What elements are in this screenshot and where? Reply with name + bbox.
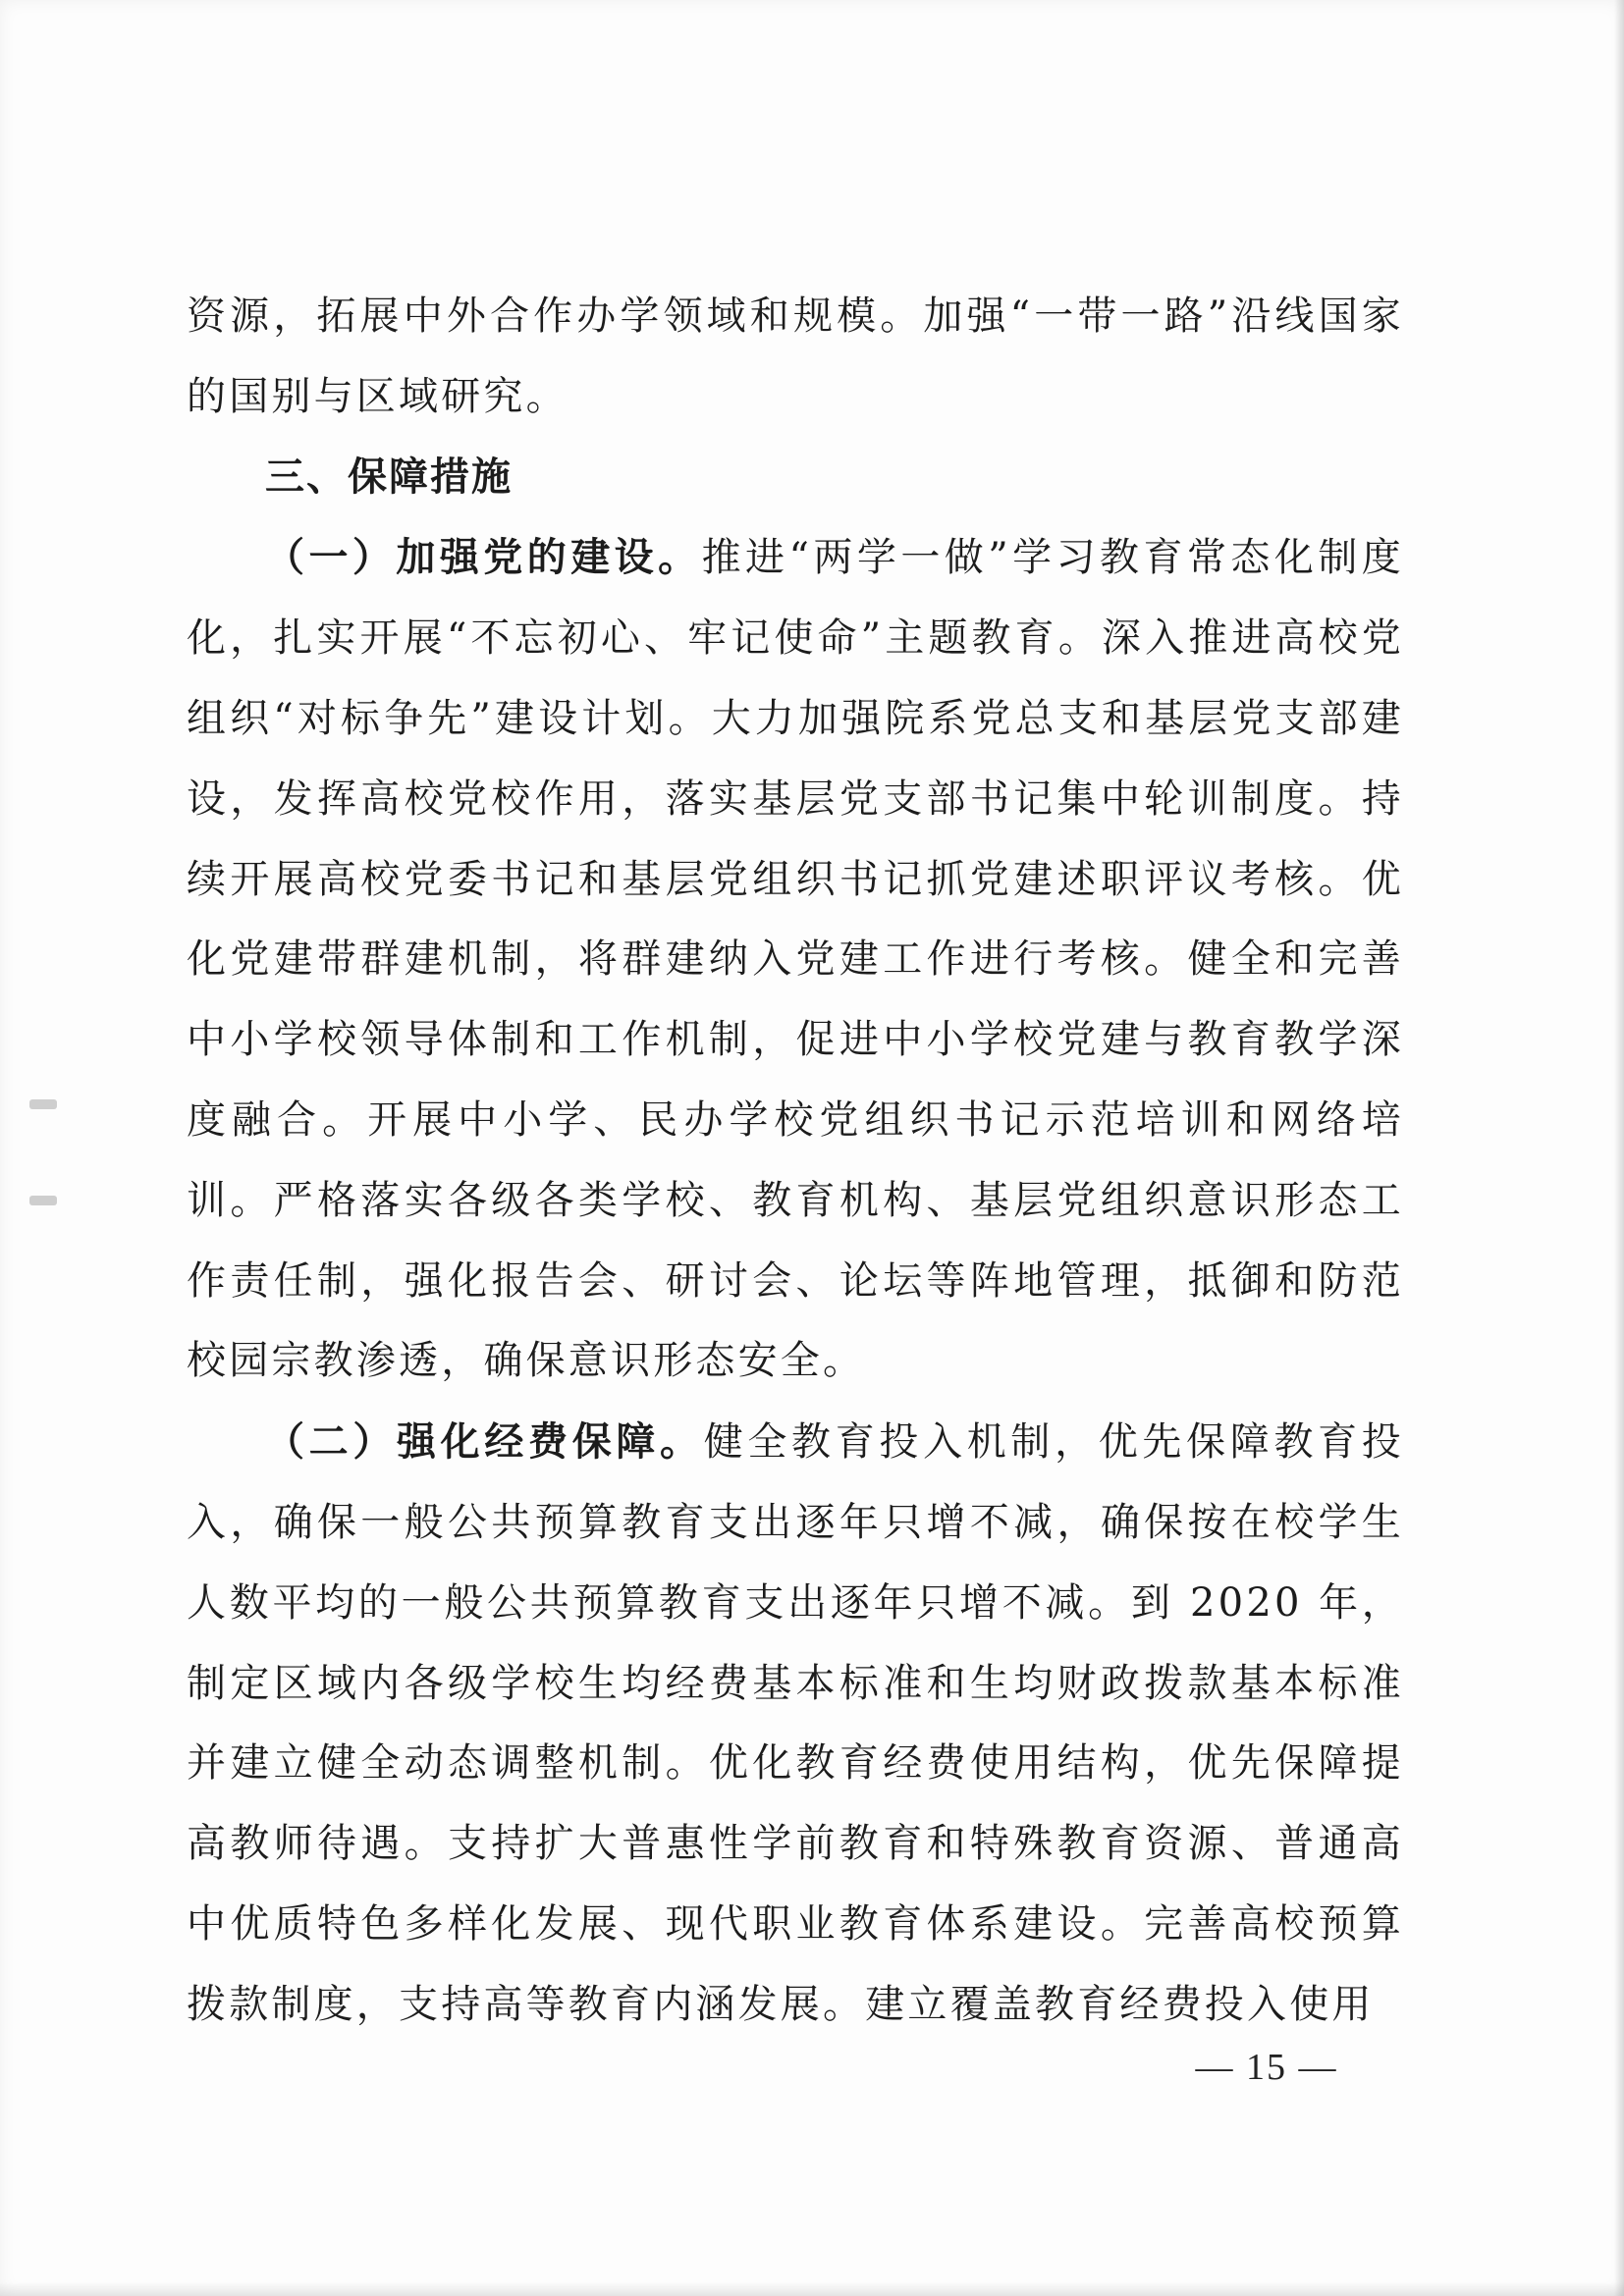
paragraph-text: 资源，拓展中外合作办学领域和规模。加强“一带一路”沿线国家的国别与区域研究。	[187, 294, 1404, 419]
heading-text: 三、保障措施	[265, 454, 513, 500]
paragraph-party-building	[187, 517, 1404, 1402]
paragraph-text: 推进“两学一做”学习教育常态化制度化，扎实开展“不忘初心、牢记使命”主题教育。深入推进高校党组织“对标争先”建设计划。大力加强院系党总支和基层党支部建设，发挥高校党校作用，落实基层党支部书记集中轮训制度。持续开展高校党委书记和基层党组织书记抓党建述职评议考核。优化党建带群建机制，将群建纳入党建工作进行考核。健全和完善中小学校领导体制和工作机制，促进中小学校党建与教育教学深度融合。开展中小学、民办学校党组织书记示范培训和网络培训。严格落实各级各类学校、教育机构、基层党组织意识形态工作责任制，强化报告会、研讨会、论坛等阵地管理，抵御和防范校园宗教渗透，确保意识形态安全。	[187, 535, 1404, 1384]
paragraph-text: 健全教育投入机制，优先保障教育投入，确保一般公共预算教育支出逐年只增不减，确保按在校学生人数平均的一般公共预算教育支出逐年只增不减。到 2020 年，制定区域内各级学校生均经费基本标准和生均财政拨款基本标准并建立健全动态调整机制。优化教育经费使用结构，优先保障提高教师待遇。支持扩大普惠性学前教育和特殊教育资源、普通高中优质特色多样化发展、现代职业教育体系建设。完善高校预算拨款制度，支持高等教育内涵发展。建立覆盖教育经费投入使用	[187, 1419, 1404, 2027]
binding-mark	[29, 1099, 57, 1109]
paragraph-lead: （一）加强党的建设。	[265, 534, 702, 581]
scan-shadow-right	[1614, 0, 1624, 2296]
paragraph-lead: （二）强化经费保障。	[265, 1418, 704, 1466]
section-heading	[187, 438, 1404, 518]
document-body	[187, 277, 1404, 2046]
binding-mark	[29, 1196, 57, 1205]
scan-shadow-bottom	[0, 2282, 1624, 2296]
paragraph-funding	[187, 1402, 1404, 2045]
paragraph-continuation	[187, 277, 1404, 438]
page-number: — 15 —	[1195, 2047, 1338, 2088]
